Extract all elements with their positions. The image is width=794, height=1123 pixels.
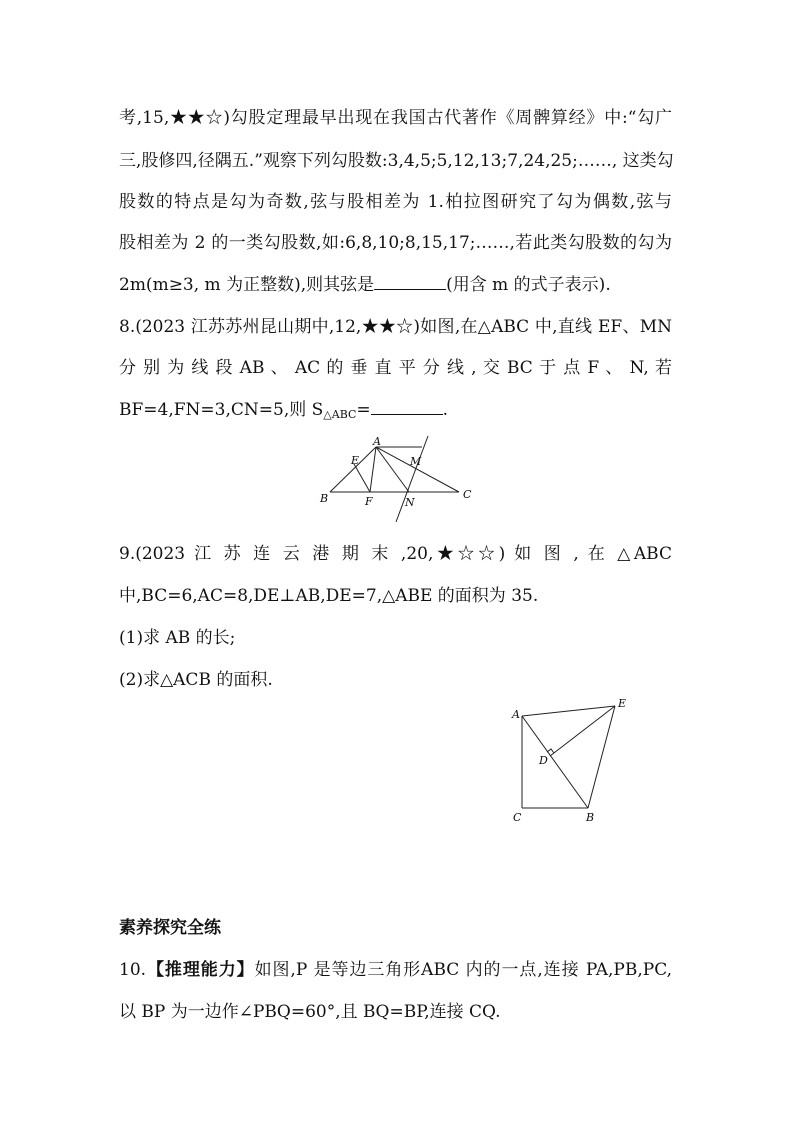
q8-line3-start: BF=4,FN=3,CN=5,则 S bbox=[119, 400, 324, 420]
q9-line-ae bbox=[522, 706, 615, 716]
q9-line-ab bbox=[522, 716, 588, 808]
q8-label-e: E bbox=[351, 454, 360, 467]
q8-label-a: A bbox=[373, 435, 381, 448]
q9-text-line-1: 9.(2023 江 苏 连 云 港 期 末 ,20,★☆☆) 如 图 , 在 △ABC bbox=[119, 544, 672, 564]
q8-text-line-1: 8.(2023 江苏苏州昆山期中,12,★★☆)如图,在△ABC 中,直线 EF、MN bbox=[119, 317, 672, 337]
q9-text-line-2: 中,BC=6,AC=8,DE⊥AB,DE=7,△ABE 的面积为 35. bbox=[119, 586, 539, 606]
q8-label-m: M bbox=[410, 455, 422, 468]
q10-skill-tag: 【推理能力】 bbox=[146, 960, 255, 980]
q8-text-line-3 bbox=[119, 398, 448, 426]
q8-line-mn bbox=[396, 436, 428, 522]
q9-label-e: E bbox=[618, 697, 627, 710]
q8-line3-end: . bbox=[442, 400, 449, 420]
q7-line5-start: 2m(m≥3, m 为正整数),则其弦是 bbox=[119, 275, 375, 295]
section-title: 素养探究全练 bbox=[119, 918, 221, 938]
q8-text-line-2: 分 别 为 线 段 AB 、 AC 的 垂 直 平 分 线 , 交 BC 于 点 F 、 N, 若 bbox=[119, 358, 672, 378]
q7-text-line-1: 考,15,★★☆)勾股定理最早出现在我国古代著作《周髀算经》中:“勾广 bbox=[119, 108, 672, 128]
q9-label-a: A bbox=[512, 708, 520, 721]
q10-line1-text: 如图,P 是等边三角形ABC 内的一点,连接 PA,PB,PC, bbox=[254, 960, 673, 980]
q8-line-af bbox=[370, 447, 376, 492]
q7-text-line-3: 股数的特点是勾为奇数,弦与股相差为 1.柏拉图研究了勾为偶数,弦与 bbox=[119, 192, 672, 212]
q8-line-ac bbox=[376, 447, 459, 492]
q8-line-an bbox=[376, 447, 409, 492]
q9-label-c: C bbox=[513, 811, 522, 824]
q7-line5-end: (用含 m 的式子表示). bbox=[446, 275, 611, 295]
q8-answer-blank[interactable] bbox=[371, 398, 443, 415]
q8-label-c: C bbox=[463, 488, 472, 501]
q8-label-n: N bbox=[405, 496, 415, 509]
q10-text-line-1 bbox=[119, 959, 672, 981]
q9-line-de bbox=[550, 706, 615, 756]
q7-text-line-4: 股相差为 2 的一类勾股数,如:6,8,10;8,15,17;……,若此类勾股数的勾为 bbox=[119, 233, 672, 253]
q7-text-line-2: 三,股修四,径隅五.”观察下列勾股数:3,4,5;5,12,13;7,24,25;……, 这类勾 bbox=[119, 151, 674, 171]
q10-number: 10. bbox=[119, 960, 147, 980]
q8-line-ef bbox=[354, 464, 370, 492]
q10-text-line-2: 以 BP 为一边作∠PBQ=60°,且 BQ=BP,连接 CQ. bbox=[119, 1002, 501, 1022]
q9-line-eb bbox=[588, 706, 615, 808]
q9-part-2: (2)求△ACB 的面积. bbox=[119, 670, 273, 690]
q8-triangle-subscript: △ABC bbox=[323, 408, 357, 421]
q9-quadrilateral-figure bbox=[508, 698, 638, 828]
q8-label-b: B bbox=[320, 492, 329, 505]
q8-equals: = bbox=[356, 400, 371, 420]
q9-part-1: (1)求 AB 的长; bbox=[119, 628, 236, 648]
q9-label-b: B bbox=[586, 811, 595, 824]
q8-label-f: F bbox=[365, 495, 373, 508]
q7-text-line-5 bbox=[119, 273, 611, 296]
q7-answer-blank[interactable] bbox=[374, 273, 446, 290]
q9-label-d: D bbox=[539, 754, 548, 767]
q8-triangle-figure bbox=[318, 436, 478, 526]
